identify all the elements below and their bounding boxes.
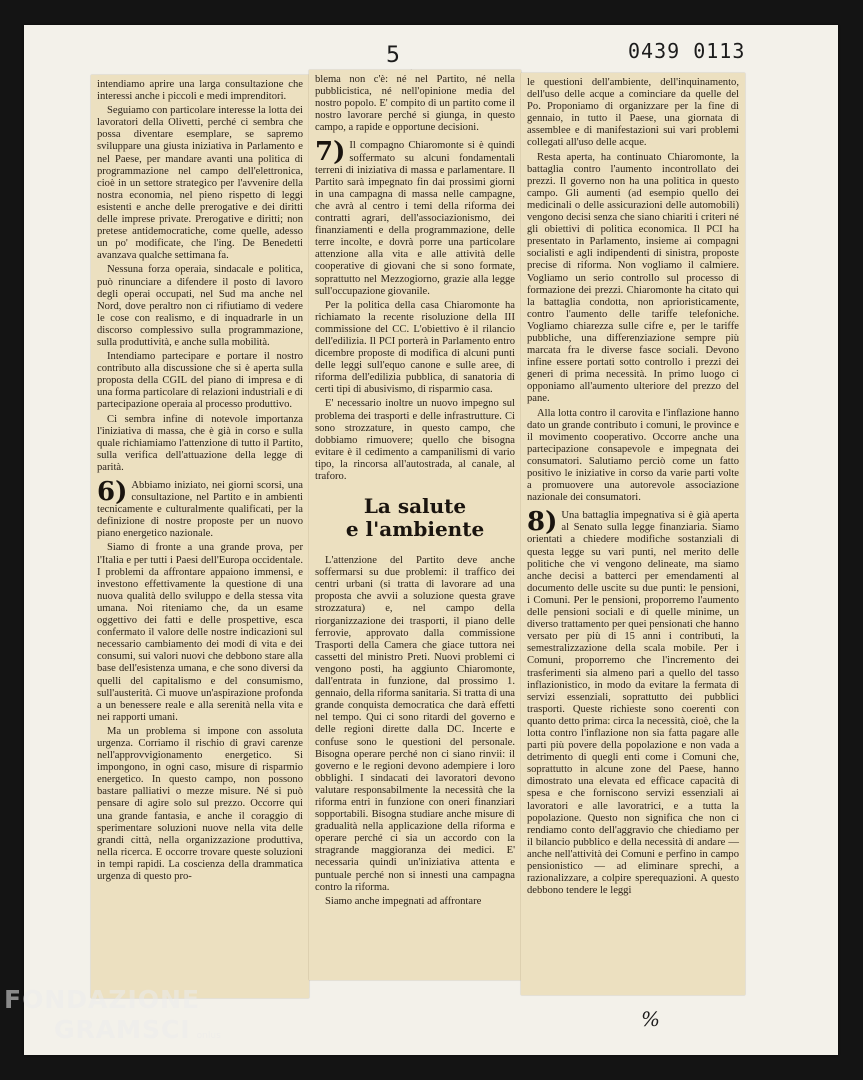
paragraph: Ci sembra infine di notevole importanza l'iniziativa di massa, che è già in corso e sulla quale richiamiamo l'attenzione di tutto il Partito, sulla verifica dell'attuazione della legge di parità. [97, 413, 303, 473]
paragraph-text: Una battaglia impegnativa si è già aperta al Senato sulla legge finanziaria. Siamo orientati a chiedere modifiche sostanziali di questa legge su vari punti, nel merito delle politiche che vi vengono delineate, ma siamo anche decisi a batterci per emendamenti al documento delle uscite su due punti: le pensioni, i Comuni. Per le pensioni, proporremo l'aumento delle pensioni sociali e di quelle minime, un diverso trattamento per quei pensionati che hanno versato per più di 15 anni i contributi, la semestralizzazione della scala mobile. Per i Comuni, proporremo che l'incremento dei trasferimenti sia almeno pari a quello del tasso inflazionistico, in modo da evitare la fermata di servizi essenziali, soprattutto dei pubblici trasporti. Queste richieste sono coerenti con quanto detto prima: circa la necessità, cioè, che la lotta contro l'inflazione non sia fatta pagare alle parti più povere della popolazione e non vada a detrimento di quegli enti come i Comuni che, soprattutto in alcune zone del Paese, hanno dimostrato una elevata ed efficace capacità di spesa e che forniscono servizi essenziali ai lavoratori e alle lavoratrici, e a tutta la popolazione. Questo non significa che non ci rendiamo conto dell'aggravio che chiediamo per il bilancio pubblico e della necessità di andare — anche nell'attività dei Comuni e perfino in campo pensionistico — ad eliminare sprechi, a razionalizzare, a colpire sperequazioni. A questo debbono tendere le leggi [527, 510, 739, 897]
paragraph: Siamo anche impegnati ad affrontare [325, 895, 482, 907]
paragraph: intendiamo aprire una larga consultazione che interessi anche i piccoli e medi imprenditori. [97, 79, 303, 103]
paragraph: Ma un problema si impone con assoluta urgenza. Corriamo il rischio di gravi carenze nell'approvvigionamento energetico. Si impongono, in ogni caso, misure di risparmio energetico. In questo campo, non possono bastare palliativi o mezze misure. Né si può pensare di agire solo sul prezzo. Occorre qui una grande fantasia, e anche il coraggio di sperimentare soluzioni nuove nella vita delle grandi città, nella organizzazione produttiva, nella ricerca. E occorre trovare queste soluzioni in tempi rapidi. La coscienza della drammatica urgenza di questo pro- [97, 725, 303, 882]
section-number: 6) [97, 477, 128, 507]
numbered-paragraph [97, 477, 303, 540]
paragraph: Resta aperta, ha continuato Chiaromonte, la battaglia contro l'aumento incontrollato dei prezzi. Il governo non ha una politica in questo campo. Gli aumenti (ad esempio quello dei medicinali o delle assicurazioni delle automobili) vengono decisi senza che siano chiariti i criteri né gli obiettivi di politica economica. Il PCI ha presentato in Parlamento, insieme ai compagni socialisti e agli indipendenti di sinistra, proposte precise di riforma. Non vogliamo il calmiere. Vogliamo un serio controllo sul processo di formazione dei prezzi. Chiaromonte ha citato qui la battaglia condotta, non aprioristicamente, contro l'aumento delle tariffe telefoniche. Vogliamo chiarezza sulle cifre e, per le tariffe pubbliche, una differenziazione sempre più marcata fra le diverse fasce sociali. Devono infine essere portati sotto controllo i prezzi dei generi di prima necessità. In primo luogo ci opponiamo all'aumento ulteriore del prezzo del pane. [527, 151, 739, 405]
column-text [521, 73, 745, 903]
clipping-left-column [91, 75, 309, 998]
page-number: 5 [386, 43, 400, 68]
archive-sheet [24, 25, 838, 1055]
numbered-paragraph [315, 137, 515, 297]
archive-number: 0439 0113 [628, 39, 746, 63]
paragraph: Intendiamo partecipare e portare il nostro contributo alla discussione che si è aperta sulla proposta della CGIL del piano di impresa e di una forma particolare di relazioni industriali e di partecipazione operaia al processo produttivo. [97, 351, 303, 411]
paragraph: le questioni dell'ambiente, dell'inquinamento, dell'uso delle acque a cominciare da quelle del Po. Proponiamo di organizzare per la fine di gennaio, in tutto il Paese, una giornata di assemblee e di manifestazioni sui vari problemi collegati all'uso delle acque. [527, 77, 739, 149]
paragraph-text: Abbiamo iniziato, nei giorni scorsi, una consultazione, nel Partito e in ambienti tecnicamente e culturalmente qualificati, per la definizione di nostre proposte per un nuovo piano energetico nazionale. [97, 480, 303, 540]
watermark-line1: FONDAZIONE [4, 985, 201, 1014]
paragraph-text: Il compagno Chiaromonte si è quindi soffermato su alcuni fondamentali terreni di iniziativa di massa e parlamentare. Il Partito sarà impegnato fin dai prossimi giorni in una campagna di massa nelle campagne, che avrà al centro i temi della riforma dei contratti agrari, dell'associazionismo, dei finanziamenti e della programmazione, delle terre incolte, e dovrà porre una particolare attenzione alla vita e alle attività delle cooperative di giovani che si sono formate, soprattutto nel Mezzogiorno, grazie alla legge sull'occupazione giovanile. [315, 140, 515, 297]
clipping-right-column [521, 73, 745, 995]
section-heading [315, 495, 515, 541]
column-text [91, 75, 309, 889]
watermark-line2 [4, 1015, 221, 1051]
column-text [309, 70, 521, 914]
paragraph: Alla lotta contro il carovita e l'inflazione hanno dato un grande contributo i comuni, le province e il movimento cooperativo. Occorre anche una partecipazione consapevole e impegnata dei consumatori. Salutiamo perciò come un fatto positivo le iniziative in corso da varie parti volte a promuovere una autorevole associazione nazionale dei consumatori. [527, 407, 739, 504]
heading-line: e l'ambiente [345, 517, 485, 542]
paragraph: Nessuna forza operaia, sindacale e politica, può rinunciare a difendere il posto di lavoro degli operai occupati, nel Sud ma anche nel Nord, dove peraltro non ci rifiutiamo di vedere le cose con realismo, e di inquadrarle in un discorso complessivo sulla programmazione, sulla produttività, e anche sulla mobilità. [97, 264, 303, 348]
paragraph: blema non c'è: né nel Partito, né nella pubblicistica, né nell'opinione media del nostro popolo. E' compito di un partito come il nostro lavorare perché si giunga, in questo campo, a rapide e opportune decisioni. [315, 74, 515, 134]
heading-line: La salute [363, 494, 467, 519]
watermark-line2-text: GRAMSCI [54, 1015, 191, 1044]
paragraph: E' necessario inoltre un nuovo impegno sul problema dei trasporti e delle infrastrutture. Ci sono strozzature, in questo campo, che dobbiamo rimuovere; quello che bisogna evitare è il cedimento a campanilismi di vario tipo, la rincorsa all'autostrada, al canale, al traforo. [315, 398, 515, 482]
numbered-paragraph [527, 507, 739, 897]
clipping-middle-column [309, 70, 521, 980]
handwritten-mark: % [641, 1007, 661, 1031]
paragraph: Seguiamo con particolare interesse la lotta dei lavoratori della Olivetti, perché ci sembra che possa diventare esemplare, se sapremo sviluppare una giusta iniziativa in Parlamento e nel Paese, per mandare avanti una politica di programmazione nel campo dell'elettronica, cioè in un settore strategico per l'avvenire della nostra economia, nel pieno rispetto di leggi esistenti e anche delle prerogative e dei diritti delle imprese private. Prerogative e diritti; non pretese antidemocratiche, come quelle, adesso un po' modificate, che l'ing. De Benedetti avanzava qualche settimana fa. [97, 105, 303, 262]
section-number: 8) [527, 507, 558, 538]
paragraph: Siamo di fronte a una grande prova, per l'Italia e per tutti i Paesi dell'Europa occidentale. I problemi da affrontare appaiono immensi, e investono effettivamente la questione di una nuova qualità dello sviluppo e della stessa vita umana. Noi riteniamo che, da un esame oggettivo dei fatti e delle prospettive, esca confermato il valore delle nostre indicazioni sul necessario cambiamento dei modi di vita e dei consumi, sui valori nuovi che debbono stare alla base dell'esistenza umana, e che sono diversi da quelli del capitalismo e del consumismo, sull'austerità. Ci muove un'aspirazione profonda a un benessere reale e alla serenità nella vita e nei rapporti umani. [97, 542, 303, 723]
paragraph: L'attenzione del Partito deve anche soffermarsi su due problemi: il traffico dei centri urbani (si tratta di lavorare ad una proposta che avvii a soluzione questa grave strozzatura) e, nel campo della riorganizzazione dei trasporti, il piano delle ferrovie, approvato dalla commissione Trasporti della Camera che giace tuttora nei cassetti del ministro Preti. Nuovi problemi ci vengono posti, ha aggiunto Chiaromonte, dall'entrata in funzione, dal prossimo 1. gennaio, della riforma sanitaria. Si tratta di una grande conquista democratica che darà effetti nel tempo. Qui ci sono ritardi del governo e delle regioni dirette dalla DC. Incerte e confuse sono le questioni del personale. Bisogna operare perché non ci siano rinvii: il governo e le regioni devono adempiere i loro obblighi. I sindacati dei lavoratori devono valutare responsabilmente la necessità che la riforma entri in funzione con oneri finanziari sopportabili. Bisogna studiare anche misure di gradualità nella applicazione della riforma e operare perché ci sia un accordo con la stragrande maggioranza dei medici. E' necessaria quindi un'iniziativa attenta e puntuale perché non si innesti una campagna contro la riforma. [315, 555, 515, 893]
watermark-logo [4, 985, 221, 1051]
section-number: 7) [315, 137, 346, 168]
watermark-suffix: onlus [196, 1031, 221, 1041]
paragraph: Per la politica della casa Chiaromonte ha richiamato la recente risoluzione della III commissione del CC. L'obiettivo è il rilancio dell'edilizia. Il PCI porterà in Parlamento entro dicembre proposte di modifica di alcuni punti delle leggi sull'equo canone e sulle aree, di riforma dell'edilizia pubblica, di sanatoria di certi tipi di abusivismo, di risparmio casa. [315, 299, 515, 396]
